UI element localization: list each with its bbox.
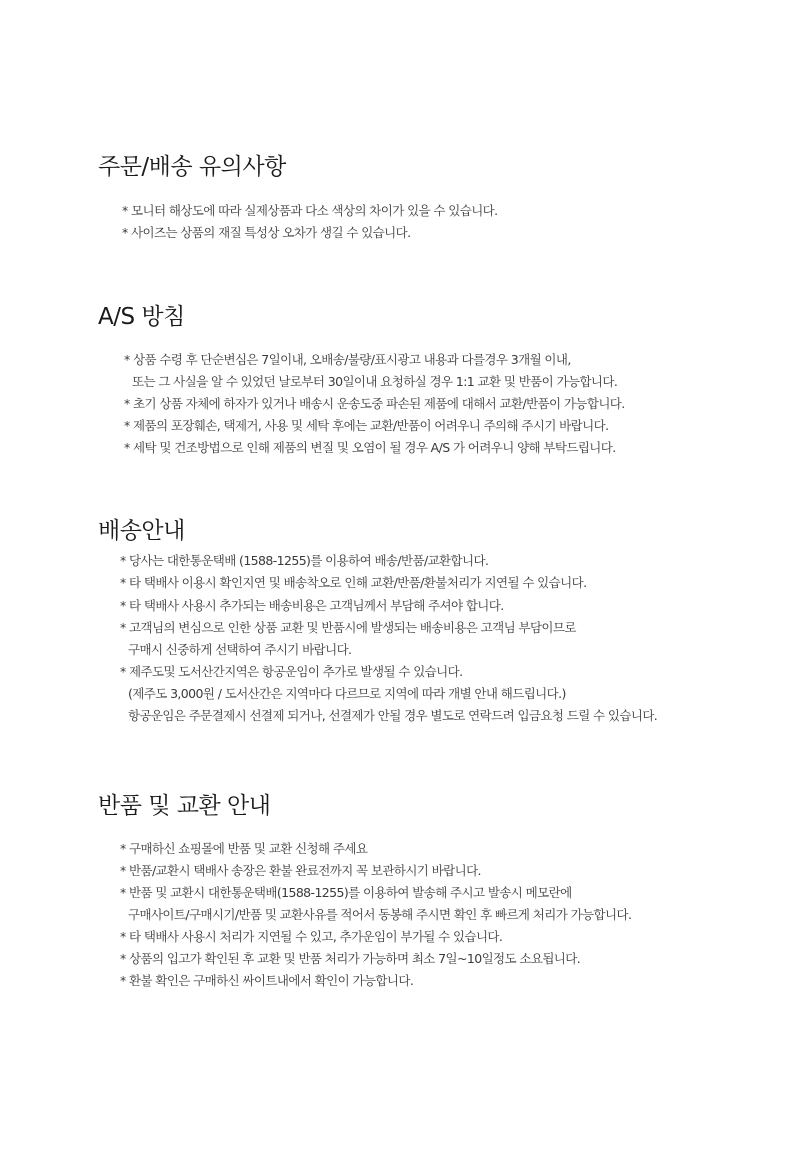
notice-line: * 사이즈는 상품의 재질 특성상 오차가 생길 수 있습니다. — [122, 225, 411, 240]
notice-line: * 모니터 해상도에 따라 실제상품과 다소 색상의 차이가 있을 수 있습니다. — [122, 203, 498, 218]
notice-line: * 반품 및 교환시 대한통운택배(1588-1255)를 이용하여 발송해 주시고 발송시 메모란에 — [120, 885, 572, 900]
notice-line: (제주도 3,000원 / 도서산간은 지역마다 다르므로 지역에 따라 개별 안내 해드립니다.) — [128, 686, 566, 701]
notice-line: * 당사는 대한통운택배 (1588-1255)를 이용하여 배송/반품/교환합니다. — [120, 553, 489, 568]
notice-line: * 반품/교환시 택배사 송장은 환불 완료전까지 꼭 보관하시기 바랍니다. — [120, 863, 481, 878]
section-title-as-policy: A/S 방침 — [98, 304, 185, 330]
notice-line: 구매사이트/구매시기/반품 및 교환사유를 적어서 동봉해 주시면 확인 후 빠르게 처리가 가능합니다. — [128, 907, 632, 922]
notice-line: * 제품의 포장훼손, 택제거, 사용 및 세탁 후에는 교환/반품이 어려우니 주의해 주시기 바랍니다. — [124, 418, 609, 433]
notice-line: * 제주도및 도서산간지역은 항공운임이 추가로 발생될 수 있습니다. — [120, 664, 463, 679]
notice-line: 또는 그 사실을 알 수 있었던 날로부터 30일이내 요청하실 경우 1:1 교환 및 반품이 가능합니다. — [132, 374, 618, 389]
notice-line: 항공운임은 주문결제시 선결제 되거나, 선결제가 안될 경우 별도로 연락드려 입금요청 드릴 수 있습니다. — [128, 708, 658, 723]
section-title-shipping-guide: 배송안내 — [98, 518, 185, 544]
notice-line: * 구매하신 쇼핑몰에 반품 및 교환 신청해 주세요 — [120, 841, 368, 856]
notice-line: * 고객님의 변심으로 인한 상품 교환 및 반품시에 발생되는 배송비용은 고객님 부담이므로 — [120, 620, 576, 635]
notice-line: * 상품의 입고가 확인된 후 교환 및 반품 처리가 가능하며 최소 7일~10일정도 소요됩니다. — [120, 951, 581, 966]
notice-line: * 타 택배사 사용시 처리가 지연될 수 있고, 추가운임이 부가될 수 있습니다. — [120, 929, 503, 944]
section-title-return-exchange: 반품 및 교환 안내 — [98, 793, 271, 819]
notice-line: * 환불 확인은 구매하신 싸이트내에서 확인이 가능합니다. — [120, 973, 414, 988]
notice-line: * 초기 상품 자체에 하자가 있거나 배송시 운송도중 파손된 제품에 대해서 교환/반품이 가능합니다. — [124, 396, 625, 411]
notice-line: * 상품 수령 후 단순변심은 7일이내, 오배송/불량/표시광고 내용과 다를경우 3개월 이내, — [124, 352, 571, 367]
notice-line: 구매시 신중하게 선택하여 주시기 바랍니다. — [128, 642, 352, 657]
notice-line: * 타 택배사 이용시 확인지연 및 배송착오로 인해 교환/반품/환불처리가 지연될 수 있습니다. — [120, 575, 587, 590]
section-title-order-shipping: 주문/배송 유의사항 — [98, 154, 286, 180]
notice-line: * 타 택배사 사용시 추가되는 배송비용은 고객님께서 부담해 주셔야 합니다. — [120, 598, 504, 613]
notice-line: * 세탁 및 건조방법으로 인해 제품의 변질 및 오염이 될 경우 A/S 가 어려우니 양해 부탁드립니다. — [124, 440, 616, 455]
